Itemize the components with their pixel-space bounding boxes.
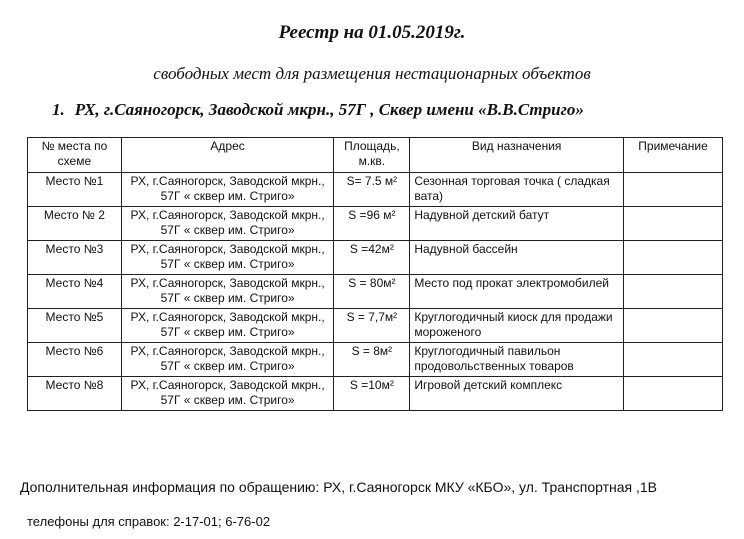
cell-purpose: Игровой детский комплекс: [410, 377, 624, 411]
cell-address: РХ, г.Саяногорск, Заводской мкрн., 57Г « сквер им. Стриго»: [121, 377, 334, 411]
cell-place: Место №4: [28, 275, 122, 309]
place-name: РХ, г.Саяногорск, Заводской мкрн., 57Г , Сквер имени «В.В.Стриго»: [74, 100, 584, 119]
cell-note: [624, 377, 723, 411]
cell-note: [624, 275, 723, 309]
contact-phones: телефоны для справок: 2-17-01; 6-76-02: [27, 514, 271, 529]
cell-area: S = 7,7м²: [334, 309, 410, 343]
cell-area: S =42м²: [334, 241, 410, 275]
cell-note: [624, 309, 723, 343]
cell-area: S =96 м²: [334, 207, 410, 241]
table-row: [28, 275, 723, 309]
table-row: [28, 343, 723, 377]
cell-place: Место №8: [28, 377, 122, 411]
cell-note: [624, 343, 723, 377]
table-row: [28, 241, 723, 275]
cell-purpose: Круглогодичный киоск для продажи мороженого: [410, 309, 624, 343]
place-number: 1.: [52, 100, 65, 119]
cell-area: S =10м²: [334, 377, 410, 411]
cell-purpose: Круглогодичный павильон продовольственных товаров: [410, 343, 624, 377]
document-title: Реестр на 01.05.2019г.: [278, 22, 466, 43]
cell-place: Место № 2: [28, 207, 122, 241]
registry-table: [27, 137, 723, 411]
place-heading: [52, 100, 584, 120]
cell-address: РХ, г.Саяногорск, Заводской мкрн., 57Г « сквер им. Стриго»: [121, 343, 334, 377]
cell-purpose: Надувной детский батут: [410, 207, 624, 241]
cell-place: Место №5: [28, 309, 122, 343]
cell-note: [624, 173, 723, 207]
col-header-area: Площадь, м.кв.: [334, 138, 410, 173]
additional-info: Дополнительная информация по обращению: РХ, г.Саяногорск МКУ «КБО», ул. Транспортная ,1В: [20, 479, 658, 495]
table-row: [28, 377, 723, 411]
cell-note: [624, 241, 723, 275]
cell-purpose: Сезонная торговая точка ( сладкая вата): [410, 173, 624, 207]
table-row: [28, 207, 723, 241]
col-header-purpose: Вид назначения: [410, 138, 624, 173]
cell-place: Место №6: [28, 343, 122, 377]
cell-address: РХ, г.Саяногорск, Заводской мкрн., 57Г « сквер им. Стриго»: [121, 207, 334, 241]
cell-place: Место №3: [28, 241, 122, 275]
document-subtitle: свободных мест для размещения нестационарных объектов: [153, 64, 591, 83]
table-row: [28, 309, 723, 343]
col-header-address: Адрес: [121, 138, 334, 173]
col-header-note: Примечание: [624, 138, 723, 173]
cell-area: S = 80м²: [334, 275, 410, 309]
table-row: [28, 173, 723, 207]
cell-purpose: Место под прокат электромобилей: [410, 275, 624, 309]
col-header-place: № места по схеме: [28, 138, 122, 173]
cell-purpose: Надувной бассейн: [410, 241, 624, 275]
cell-area: S = 8м²: [334, 343, 410, 377]
cell-address: РХ, г.Саяногорск, Заводской мкрн., 57Г « сквер им. Стриго»: [121, 241, 334, 275]
cell-area: S= 7.5 м²: [334, 173, 410, 207]
cell-address: РХ, г.Саяногорск, Заводской мкрн., 57Г « сквер им. Стриго»: [121, 275, 334, 309]
table-header-row: [28, 138, 723, 173]
cell-place: Место №1: [28, 173, 122, 207]
cell-note: [624, 207, 723, 241]
cell-address: РХ, г.Саяногорск, Заводской мкрн., 57Г « сквер им. Стриго»: [121, 173, 334, 207]
cell-address: РХ, г.Саяногорск, Заводской мкрн., 57Г « сквер им. Стриго»: [121, 309, 334, 343]
